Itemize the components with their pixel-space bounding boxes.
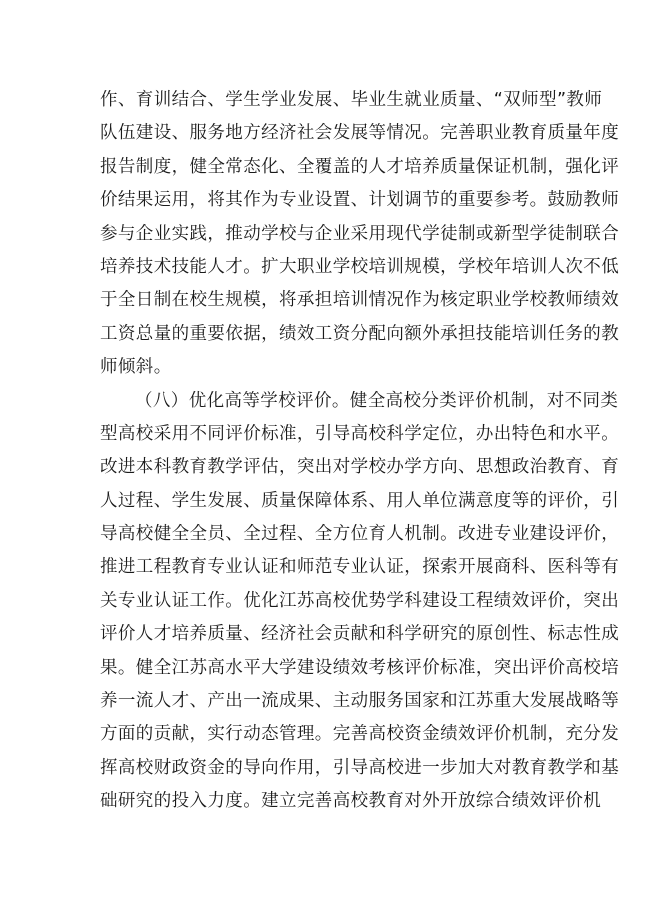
document-body bbox=[100, 84, 620, 819]
text-line: 工资总量的重要依据，绩效工资分配向额外承担技能培训任务的教 bbox=[100, 323, 620, 344]
text-line: 评价人才培养质量、经济社会贡献和科学研究的原创性、标志性成 bbox=[100, 624, 620, 645]
text-line: 挥高校财政资金的导向作用，引导高校进一步加大对教育教学和基 bbox=[100, 757, 620, 778]
text-line: 培养技术技能人才。扩大职业学校培训规模，学校年培训人次不低 bbox=[100, 256, 620, 277]
text-line: 础研究的投入力度。建立完善高校教育对外开放综合绩效评价机 bbox=[100, 791, 602, 812]
text-line: 养一流人才、产出一流成果、主动服务国家和江苏重大发展战略等 bbox=[100, 691, 620, 712]
text-line: 作、育训结合、学生学业发展、毕业生就业质量、“双师型”教师 bbox=[100, 90, 603, 110]
text-line: 师倾斜。 bbox=[100, 357, 172, 378]
text-line: 型高校采用不同评价标准，引导高校科学定位，办出特色和水平。 bbox=[100, 423, 620, 444]
text-line: 导高校健全全员、全过程、全方位育人机制。改进专业建设评价， bbox=[100, 524, 620, 545]
text-line: 于全日制在校生规模，将承担培训情况作为核定职业学校教师绩效 bbox=[100, 290, 620, 311]
text-line: 参与企业实践，推动学校与企业采用现代学徒制或新型学徒制联合 bbox=[100, 223, 620, 244]
text-line: 改进本科教育教学评估，突出对学校办学方向、思想政治教育、育 bbox=[100, 457, 620, 478]
text-line: 价结果运用，将其作为专业设置、计划调节的重要参考。鼓励教师 bbox=[100, 190, 620, 211]
paragraph-higher-education-evaluation bbox=[100, 385, 620, 819]
text-line: 关专业认证工作。优化江苏高校优势学科建设工程绩效评价，突出 bbox=[100, 590, 620, 611]
text-line: 方面的贡献，实行动态管理。完善高校资金绩效评价机制，充分发 bbox=[100, 724, 620, 745]
text-line: 人过程、学生发展、质量保障体系、用人单位满意度等的评价，引 bbox=[100, 490, 620, 511]
section-heading-line: （八）优化高等学校评价。健全高校分类评价机制，对不同类 bbox=[135, 390, 619, 411]
text-line: 果。健全江苏高水平大学建设绩效考核评价标准，突出评价高校培 bbox=[100, 657, 620, 678]
paragraph-vocational-education bbox=[100, 84, 620, 385]
text-line: 推进工程教育专业认证和师范专业认证，探索开展商科、医科等有 bbox=[100, 557, 620, 578]
text-line: 队伍建设、服务地方经济社会发展等情况。完善职业教育质量年度 bbox=[100, 123, 620, 144]
text-line: 报告制度，健全常态化、全覆盖的人才培养质量保证机制，强化评 bbox=[100, 156, 620, 177]
